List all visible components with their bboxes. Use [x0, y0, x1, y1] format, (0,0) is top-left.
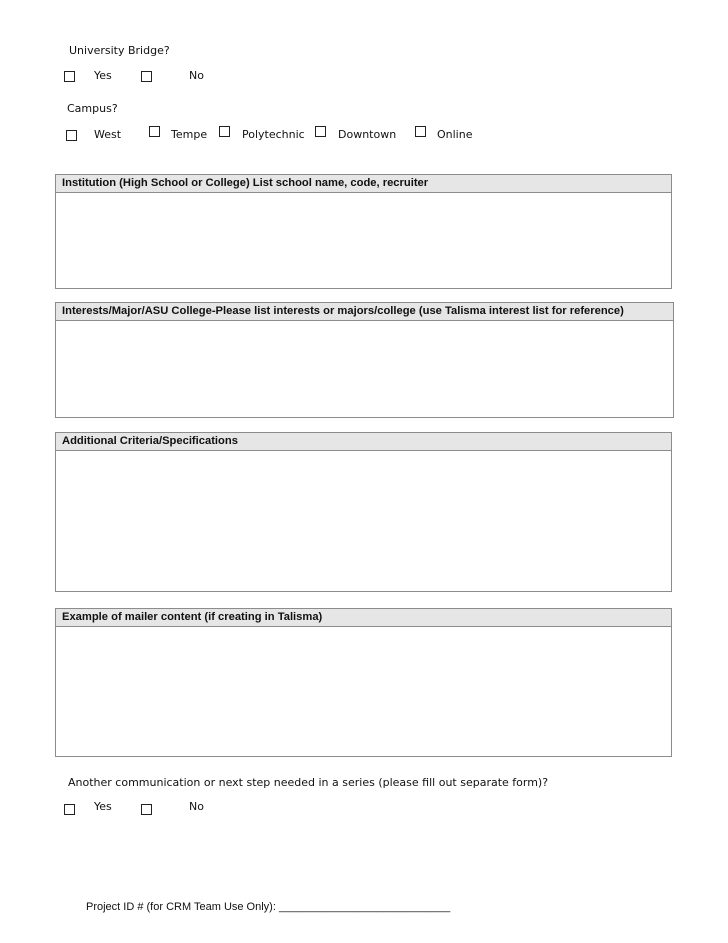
- followup-yes-label: Yes: [94, 800, 112, 813]
- campus-question: Campus?: [67, 102, 118, 115]
- campus-tempe-label: Tempe: [171, 128, 208, 141]
- university-bridge-yes-label: Yes: [94, 69, 112, 82]
- university-bridge-no-label: No: [189, 69, 204, 82]
- campus-online-label: Online: [437, 128, 473, 141]
- interests-input-area[interactable]: [56, 321, 673, 418]
- interests-section-title: Interests/Major/ASU College-Please list interests or majors/college (use Talisma interest list for reference): [56, 303, 673, 321]
- campus-online-checkbox[interactable]: [415, 126, 426, 137]
- mailer-content-section: [55, 608, 672, 757]
- institution-section-title: Institution (High School or College) List school name, code, recruiter: [56, 175, 671, 193]
- followup-no-label: No: [189, 800, 204, 813]
- campus-polytechnic-label: Polytechnic: [242, 128, 305, 141]
- campus-west-label: West: [94, 128, 122, 141]
- mailer-content-section-title: Example of mailer content (if creating in Talisma): [56, 609, 671, 627]
- project-id-line[interactable]: Project ID # (for CRM Team Use Only): ____________________________: [86, 901, 451, 913]
- additional-criteria-section: [55, 432, 672, 592]
- followup-yes-checkbox[interactable]: [64, 804, 75, 815]
- institution-section: [55, 174, 672, 289]
- interests-section: [55, 302, 674, 418]
- campus-polytechnic-checkbox[interactable]: [219, 126, 230, 137]
- university-bridge-question: University Bridge?: [69, 44, 170, 57]
- university-bridge-no-checkbox[interactable]: [141, 71, 152, 82]
- university-bridge-yes-checkbox[interactable]: [64, 71, 75, 82]
- campus-downtown-label: Downtown: [338, 128, 397, 141]
- followup-question: Another communication or next step needed in a series (please fill out separate form)?: [68, 776, 549, 789]
- campus-downtown-checkbox[interactable]: [315, 126, 326, 137]
- institution-input-area[interactable]: [56, 193, 671, 289]
- mailer-content-input-area[interactable]: [56, 627, 671, 757]
- additional-criteria-input-area[interactable]: [56, 451, 671, 592]
- followup-no-checkbox[interactable]: [141, 804, 152, 815]
- campus-west-checkbox[interactable]: [66, 130, 77, 141]
- campus-tempe-checkbox[interactable]: [149, 126, 160, 137]
- additional-criteria-section-title: Additional Criteria/Specifications: [56, 433, 671, 451]
